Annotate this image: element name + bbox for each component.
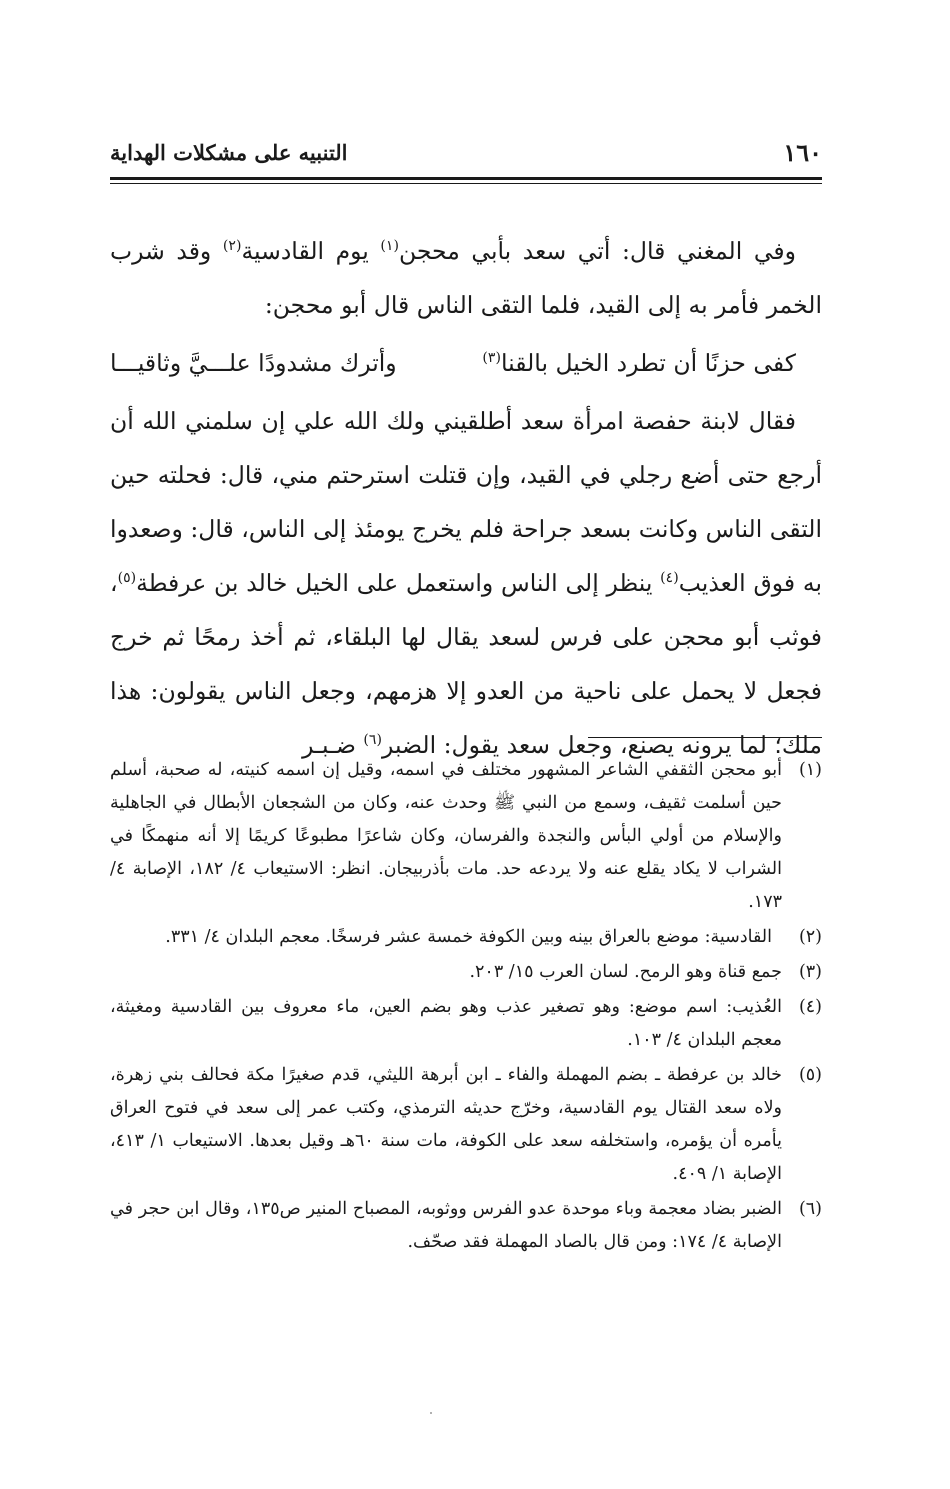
- footnote-number: (٤): [798, 997, 822, 1017]
- running-header: [110, 138, 822, 174]
- main-text: [110, 224, 822, 772]
- footnote-number: (٦): [798, 1199, 822, 1219]
- footnote-text: العُذيب: اسم موضع: وهو تصغير عذب وهو بضم العين، ماء معروف بين القادسية ومغيثة، معجم البلدان ٤/ ١٠٣.: [110, 997, 782, 1050]
- footnote-6: [110, 1193, 822, 1259]
- footnote-text: الضبر بضاد معجمة وباء موحدة عدو الفرس ووثوبه، المصباح المنير ص١٣٥، وقال ابن حجر في الإصابة ٤/ ١٧٤: ومن قال بالصاد المهملة فقد صحّف.: [110, 1199, 782, 1252]
- footnote-text: القادسية: موضع بالعراق بينه وبين الكوفة خمسة عشر فرسخًا. معجم البلدان ٤/ ٣٣١.: [165, 927, 772, 947]
- verse-first-hemistich: كفى حزنًا أن تطرد الخيل بالقنا$^{(٣)}$: [482, 349, 796, 377]
- footnote-number: (١): [798, 760, 822, 780]
- footnote-ref-1: (١): [380, 238, 399, 255]
- footnote-ref-2: (٢): [222, 238, 242, 255]
- footnote-text: خالد بن عرفطة ـ بضم المهملة والفاء ـ ابن أبرهة الليثي، قدم صغيرًا مكة فحالف بني زهرة، ولاه سعد القتال يوم القادسية، وخرّج حديثه الترمذي، وكتب عمر إلى سعد في فتوح العراق يأمره أن يؤمره، واستخلفه سعد على الكوفة، مات سنة ٦٠هـ وقيل بعدها. الاستيعاب ١/ ٤١٣، الإصابة ١/ ٤٠٩.: [110, 1065, 782, 1184]
- footnote-3: [110, 956, 822, 989]
- footnote-number: (٣): [798, 962, 822, 982]
- paragraph-1: وفي المغني قال: أتي سعد بأبي محجن$^{(١)}$ يوم القادسية$^{(٢)}$ وقد شرب الخمر فأمر به إلى القيد، فلما التقى الناس قال أبو محجن:: [110, 237, 822, 319]
- footnote-ref-4: (٤): [660, 570, 679, 587]
- footnote-4: [110, 991, 822, 1057]
- footnote-5: [110, 1059, 822, 1191]
- footnote-number: (٢): [798, 927, 822, 947]
- footnotes: [110, 754, 822, 1261]
- footnote-2: [110, 921, 822, 954]
- scan-speck: [430, 1412, 432, 1414]
- footnote-separator: [588, 737, 822, 738]
- footnote-ref-6: (٦): [363, 732, 382, 749]
- verse-second-hemistich: وأترك مشدودًا علـــيَّ وثاقيـــا: [110, 349, 397, 377]
- poetry-verse: [110, 336, 822, 394]
- header-rule-thin: [110, 183, 822, 184]
- page-number: ١٦٠: [783, 138, 822, 167]
- footnote-text: جمع قناة وهو الرمح. لسان العرب ١٥/ ٢٠٣.: [469, 962, 782, 982]
- footnote-1: [110, 754, 822, 919]
- footnote-text: أبو محجن الثقفي الشاعر المشهور مختلف في اسمه، وقيل إن اسمه كنيته، له صحبة، أسلم حين أسلمت ثقيف، وسمع من النبي ﷺ وحدث عنه، وكان من الشجعان الأبطال في الجاهلية والإسلام من أولي البأس والنجدة والفرسان، وكان شاعرًا مطبوعًا كريمًا إلا أنه منهمكًا في الشراب لا يكاد يقلع عنه ولا يردعه حد. مات بأذربيجان. انظر: الاستيعاب ٤/ ١٨٢، الإصابة ٤/ ١٧٣.: [110, 760, 782, 912]
- footnote-number: (٥): [798, 1065, 822, 1085]
- paragraph-2: فقال لابنة حفصة امرأة سعد أطلقيني ولك الله علي إن سلمني الله أن أرجع حتى أضع رجلي في القيد، وإن قتلت استرحتم مني، قال: فحلته حين التقى الناس وكانت بسعد جراحة فلم يخرج يومئذ إلى الناس، قال: وصعدوا به فوق العذيب$^{(٤)}$ ينظر إلى الناس واستعمل على الخيل خالد بن عرفطة$^{(٥)}$، فوثب أبو محجن على فرس لسعد يقال لها البلقاء، ثم أخذ رمحًا ثم خرج فجعل لا يحمل على ناحية من العدو إلا هزمهم، وجعل الناس يقولون: هذا ملك؛ لما يرونه يصنع، وجعل سعد يقول: الضبر$^{(٦)}$ ضـبـر: [110, 407, 823, 759]
- book-title: التنبيه على مشكلات الهداية: [110, 140, 348, 165]
- footnote-ref-5: (٥): [117, 570, 137, 587]
- footnote-ref-3: (٣): [482, 350, 501, 367]
- header-rule: [110, 177, 822, 180]
